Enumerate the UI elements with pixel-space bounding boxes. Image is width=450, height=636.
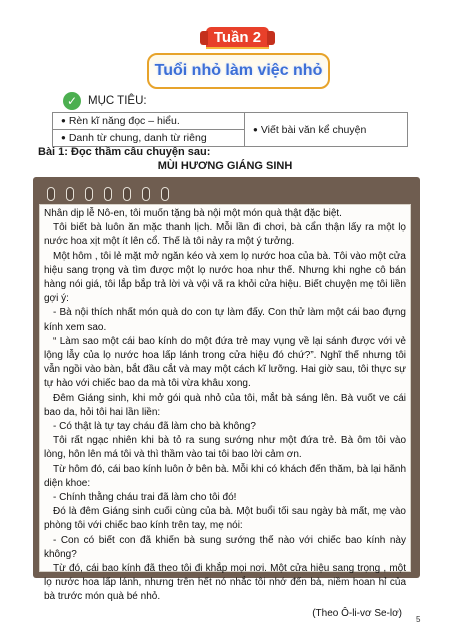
- story-paragraph: Từ đó, cái bao kính đã theo tôi đi khắp mọi nơi. Một cửa hiệu sang trọng , một lọ nước hoa lấp lánh, nhưng trên hết nó nhắc tôi nhớ đến bà, niềm hoan hỉ của bà trước món quà bé nhỏ.: [44, 563, 406, 603]
- story-title: MÙI HƯƠNG GIÁNG SINH: [157, 160, 293, 172]
- story-paragraph: Đêm Giáng sinh, khi mở gói quà nhỏ của tôi, mắt bà sáng lên. Bà vuốt ve cái bao da, hỏi tôi hai lần liền:: [44, 392, 406, 418]
- ring-icon: [66, 187, 74, 201]
- ring-icon: [142, 187, 150, 201]
- unit-title: Tuổi nhỏ làm việc nhỏ: [154, 62, 323, 79]
- bullet-icon: ●: [61, 116, 66, 125]
- objective-item: ● Rèn kĩ năng đọc – hiểu.: [53, 113, 245, 130]
- unit-title-banner: [147, 53, 330, 89]
- check-icon: ✓: [63, 92, 81, 110]
- ring-icon: [104, 187, 112, 201]
- story-paragraph: Đó là đêm Giáng sinh cuối cùng của bà. Một buổi tối sau ngày bà mất, mẹ vào phòng tôi với chiếc bao kính trên tay, mẹ nói:: [44, 506, 406, 532]
- binder-rings: [47, 187, 169, 201]
- objective-item: ● Viết bài văn kể chuyện: [245, 113, 408, 147]
- objective-item: ● Danh từ chung, danh từ riêng: [53, 130, 245, 147]
- story-paragraph: - Bà nội thích nhất món quà do con tự làm đấy. Con thử làm một cái bao đựng kính xem sao.: [44, 307, 406, 333]
- story-paragraph: Tôi rất ngạc nhiên khi bà tỏ ra sung sướng như một đứa trẻ. Bà ôm tôi vào lòng, hôn lên má tôi và thì thầm vào tai tôi bao lời cảm ơn.: [44, 435, 406, 461]
- story-paragraph: - Con có biết con đã khiến bà sung sướng thế nào với chiếc bao kính này không?: [44, 534, 406, 560]
- objectives-table: [52, 112, 408, 147]
- ring-icon: [85, 187, 93, 201]
- ring-icon: [161, 187, 169, 201]
- ring-icon: [47, 187, 55, 201]
- objectives-label: MỤC TIÊU:: [88, 95, 147, 107]
- story-paragraph: Tôi biết bà luôn ăn mặc thanh lịch. Mỗi lần đi chơi, bà cẩn thận lấy ra một lọ nước hoa xịt một ít lên cổ. Thế là tôi nảy ra một ý tưởng.: [44, 222, 406, 248]
- story-paragraph: - Chính thằng cháu trai đã làm cho tôi đó!: [53, 492, 237, 504]
- page-number: 5: [416, 615, 421, 624]
- story-paragraph: “ Làm sao một cái bao kính do một đứa trẻ may vụng về lại sánh được với vẻ lộng lẫy của lọ nước hoa lấp lánh trong cửa hiệu đó chứ?”. Nghĩ thế nhưng tôi vẫn ngồi vào bàn, bắt đầu cắt và may một cách kĩ lưỡng. Hai giờ sau, tôi thực sự tự hào với chiếc bao da mà tôi vừa khâu xong.: [44, 335, 406, 390]
- week-badge: Tuần 2: [206, 27, 269, 49]
- story-source: (Theo Ô-li-vơ Se-lơ): [312, 607, 402, 619]
- story-paragraph: Một hôm , tôi lẻ mặt mở ngăn kéo và xem lọ nước hoa của bà. Tôi vào một cửa hiệu sang trọng và tìm được một lọ nước hoa như thế. Nhưng khi nghe cô bán hàng nói giá, tôi lắp bắp trả lời và vội vã ra khỏi cửa hiệu. Biết chuyện mẹ tôi liền gợi ý:: [44, 250, 406, 305]
- story-paragraph: - Có thật là tự tay cháu đã làm cho bà không?: [53, 421, 256, 433]
- story-paragraph: Nhân dịp lễ Nô-en, tôi muốn tặng bà nội một món quà thật đặc biệt.: [44, 208, 342, 219]
- story-paragraph: Từ hôm đó, cái bao kính luôn ở bên bà. Mỗi khi có khách đến thăm, bà lại hãnh diện khoe:: [44, 463, 406, 489]
- ring-icon: [123, 187, 131, 201]
- bullet-icon: ●: [61, 133, 66, 142]
- bullet-icon: ●: [253, 124, 258, 134]
- lesson-heading: Bài 1: Đọc thầm câu chuyện sau:: [38, 146, 211, 158]
- story-body: [44, 207, 406, 621]
- objectives-heading: [63, 92, 147, 110]
